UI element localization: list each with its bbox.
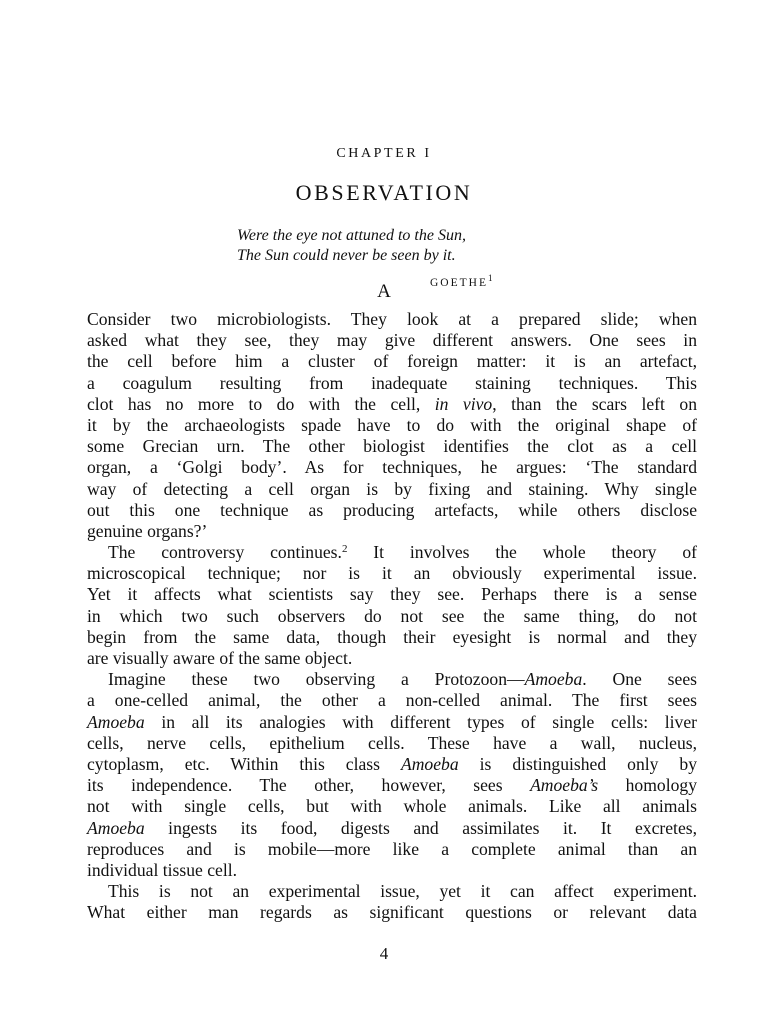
italic-term: Amoeba	[87, 711, 145, 732]
italic-term: in vivo	[434, 393, 493, 414]
text-line: organ, a ‘Golgi body’. As for techniques, he argues: ‘The standard	[87, 457, 697, 478]
text-line	[87, 818, 697, 839]
text-run: in all its analogies with different types of single cells: liver	[144, 711, 697, 732]
epigraph	[237, 226, 557, 289]
text-line	[87, 712, 697, 733]
text-line	[87, 542, 697, 563]
text-run: . One sees	[582, 669, 697, 690]
section-heading: A	[377, 281, 391, 302]
text-line: What either man regards as significant questions or relevant data	[87, 902, 697, 923]
page-number: 4	[379, 944, 389, 963]
text-line: microscopical technique; nor is it an obviously experimental issue.	[87, 563, 697, 584]
text-run: ingests its food, digests and assimilates it. It excretes,	[144, 817, 697, 838]
text-line: This is not an experimental issue, yet it can affect experiment.	[108, 881, 697, 902]
body-text	[87, 309, 697, 923]
footnote-marker: 1	[488, 273, 493, 283]
text-line: in which two such observers do not see the same thing, do not	[87, 605, 697, 626]
text-line	[87, 775, 697, 796]
text-run: Imagine these two observing a Protozoon—	[108, 669, 525, 690]
text-line: are visually aware of the same object.	[87, 648, 353, 668]
text-line: Yet it affects what scientists say they see. Perhaps there is a sense	[87, 584, 697, 605]
text-run: homology	[598, 775, 697, 796]
text-line: way of detecting a cell organ is by fixing and staining. Why single	[87, 478, 697, 499]
chapter-label: CHAPTER I	[336, 146, 432, 161]
text-line: a coagulum resulting from inadequate staining techniques. This	[87, 372, 697, 393]
text-line	[87, 394, 697, 415]
text-line: individual tissue cell.	[87, 859, 238, 880]
text-line	[87, 754, 697, 775]
text-run: cytoplasm, etc. Within this class	[87, 753, 401, 774]
text-line: Consider two microbiologists. They look at a prepared slide; when	[87, 309, 697, 329]
text-line: cells, nerve cells, epithelium cells. These have a wall, nucleus,	[87, 732, 697, 753]
footnote-marker: 2	[341, 543, 348, 556]
text-line: a one-celled animal, the other a non-celled animal. The first sees	[87, 690, 697, 711]
text-run: The controversy continues.	[108, 542, 342, 563]
epigraph-line: Were the eye not attuned to the Sun,	[237, 227, 466, 244]
text-line: the cell before him a cluster of foreign matter: it is an artefact,	[87, 351, 697, 372]
chapter-title: OBSERVATION	[295, 180, 473, 205]
italic-term: Amoeba	[400, 753, 459, 774]
text-line	[87, 669, 697, 690]
text-run: It involves the whole theory of	[347, 542, 697, 563]
text-line: asked what they see, they may give different answers. One sees in	[87, 330, 697, 351]
text-run: , than the scars left on	[492, 393, 697, 414]
text-run: clot has no more to do with the cell,	[87, 393, 435, 414]
italic-term: Amoeba’s	[530, 775, 599, 796]
italic-term: Amoeba	[524, 669, 583, 690]
epigraph-author-name: GOETHE	[430, 277, 488, 289]
text-line: some Grecian urn. The other biologist identifies the clot as a cell	[87, 436, 697, 457]
text-run: is distinguished only by	[458, 753, 697, 774]
italic-term: Amoeba	[87, 817, 145, 838]
text-line: it by the archaeologists spade have to do with the original shape of	[87, 414, 697, 435]
text-line: not with single cells, but with whole animals. Like all animals	[87, 796, 697, 817]
text-line: genuine organs?’	[87, 520, 208, 541]
text-line: begin from the same data, though their eyesight is normal and they	[87, 626, 697, 647]
text-line: out this one technique as producing artefacts, while others disclose	[87, 499, 697, 520]
text-line: reproduces and is mobile—more like a complete animal than an	[87, 838, 697, 859]
text-run: its independence. The other, however, sees	[87, 775, 531, 796]
epigraph-line: The Sun could never be seen by it.	[237, 247, 456, 264]
